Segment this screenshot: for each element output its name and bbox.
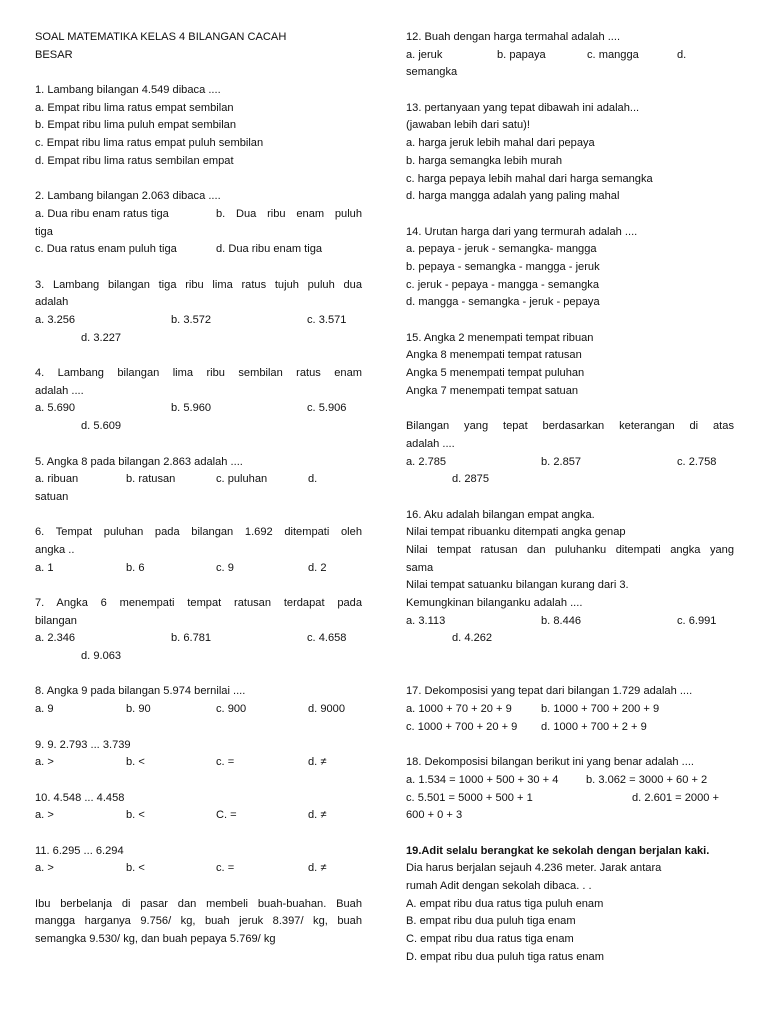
question-9: 9. 9. 2.793 ... 3.739 bbox=[35, 738, 131, 751]
q5-option-d-cont: satuan bbox=[35, 490, 69, 503]
q17-options-row-2 bbox=[406, 719, 734, 737]
question-3: 3. Lambang bilangan tiga ribu lima ratus tujuh puluh dua bbox=[35, 278, 362, 291]
q7-options-row bbox=[35, 630, 362, 648]
q13-option-a: a. harga jeruk lebih mahal dari pepaya bbox=[406, 137, 595, 150]
q14-option-b: b. pepaya - semangka - mangga - jeruk bbox=[406, 260, 600, 273]
question-11: 11. 6.295 ... 6.294 bbox=[35, 844, 124, 857]
q19-option-d: D. empat ribu dua puluh tiga ratus enam bbox=[406, 950, 604, 963]
q8-option-c: c. 900 bbox=[216, 703, 247, 716]
q8-option-b: b. 90 bbox=[126, 703, 151, 716]
q4-option-b: b. 5.960 bbox=[171, 402, 212, 415]
q6-option-c: c. 9 bbox=[216, 561, 234, 574]
q9-option-a: a. > bbox=[35, 756, 54, 769]
q6-option-d: d. 2 bbox=[308, 561, 327, 574]
question-15-line-6: adalah .... bbox=[406, 437, 455, 450]
worksheet-title: SOAL MATEMATIKA KELAS 4 BILANGAN CACAH bbox=[35, 31, 287, 43]
q7-option-a: a. 2.346 bbox=[35, 632, 76, 645]
story-paragraph-line-1: Ibu berbelanja di pasar dan membeli buah-buahan. Buah bbox=[35, 897, 362, 910]
q1-option-d: d. Empat ribu lima ratus sembilan empat bbox=[35, 154, 234, 167]
q11-option-c: c. = bbox=[216, 862, 235, 875]
q13-option-d: d. harga mangga adalah yang paling mahal bbox=[406, 190, 620, 203]
question-16-line-4: sama bbox=[406, 561, 434, 574]
question-15: 15. Angka 2 menempati tempat ribuan bbox=[406, 331, 594, 344]
question-18: 18. Dekomposisi bilangan berikut ini yang benar adalah .... bbox=[406, 756, 694, 769]
left-column bbox=[35, 29, 362, 949]
q4-options-row bbox=[35, 400, 362, 418]
question-19-line-3: rumah Adit dengan sekolah dibaca. . . bbox=[406, 880, 592, 892]
question-6-cont: angka .. bbox=[35, 543, 75, 556]
q3-option-c: c. 3.571 bbox=[307, 314, 347, 326]
question-15-line-4: Angka 7 menempati tempat satuan bbox=[406, 384, 579, 397]
q12-options-row bbox=[406, 47, 734, 65]
q8-option-a: a. 9 bbox=[35, 703, 54, 716]
q2-option-c: c. Dua ratus enam puluh tiga bbox=[35, 243, 177, 256]
question-7-cont: bilangan bbox=[35, 614, 77, 627]
q18-option-d-cont: 600 + 0 + 3 bbox=[406, 809, 463, 822]
question-12: 12. Buah dengan harga termahal adalah .... bbox=[406, 31, 621, 43]
q18-options-row-1 bbox=[406, 772, 734, 790]
q17-option-b: b. 1000 + 700 + 200 + 9 bbox=[541, 703, 660, 716]
q3-option-b: b. 3.572 bbox=[171, 314, 212, 326]
q9-option-b: b. < bbox=[126, 756, 145, 769]
q7-option-b: b. 6.781 bbox=[171, 632, 212, 645]
q5-option-a: a. ribuan bbox=[35, 473, 79, 486]
worksheet-title-cont: BESAR bbox=[35, 48, 73, 61]
q1-option-c: c. Empat ribu lima ratus empat puluh sembilan bbox=[35, 137, 264, 150]
q19-option-c: C. empat ribu dua ratus tiga enam bbox=[406, 933, 574, 946]
q12-option-d-cont: semangka bbox=[406, 66, 458, 79]
q17-option-d: d. 1000 + 700 + 2 + 9 bbox=[541, 720, 647, 733]
q16-options-row bbox=[406, 613, 734, 631]
q15-option-a: a. 2.785 bbox=[406, 455, 447, 468]
q10-option-a: a. > bbox=[35, 809, 54, 822]
q6-option-a: a. 1 bbox=[35, 561, 54, 574]
q11-option-a: a. > bbox=[35, 862, 54, 875]
q12-option-b: b. papaya bbox=[497, 48, 546, 61]
q8-options-row bbox=[35, 701, 362, 719]
q5-option-d: d. bbox=[308, 473, 318, 486]
q17-option-a: a. 1000 + 70 + 20 + 9 bbox=[406, 703, 512, 716]
question-19: 19.Adit selalu berangkat ke sekolah dengan berjalan kaki. bbox=[406, 844, 710, 857]
q10-options-row bbox=[35, 807, 362, 825]
question-19-line-2: Dia harus berjalan sejauh 4.236 meter. Jarak antara bbox=[406, 862, 662, 875]
q10-option-b: b. < bbox=[126, 809, 145, 822]
q16-option-b: b. 8.446 bbox=[541, 614, 582, 627]
question-8: 8. Angka 9 pada bilangan 5.974 bernilai .... bbox=[35, 685, 246, 698]
q12-option-a: a. jeruk bbox=[406, 48, 443, 61]
story-paragraph-line-2: mangga harganya 9.756/ kg, buah jeruk 8.397/ kg, buah bbox=[35, 915, 362, 928]
q2-option-d: d. Dua ribu enam tiga bbox=[216, 243, 323, 256]
question-15-line-2: Angka 8 menempati tempat ratusan bbox=[406, 349, 582, 362]
q18-option-c: c. 5.501 = 5000 + 500 + 1 bbox=[406, 791, 533, 804]
question-16-line-5: Nilai tempat satuanku bilangan kurang dari 3. bbox=[406, 579, 629, 592]
question-14: 14. Urutan harga dari yang termurah adalah .... bbox=[406, 225, 638, 238]
question-16-line-2: Nilai tempat ribuanku ditempati angka genap bbox=[406, 526, 626, 539]
q8-option-d: d. 9000 bbox=[308, 703, 346, 716]
q11-option-d: d. ≠ bbox=[308, 862, 327, 875]
q16-option-d: d. 4.262 bbox=[452, 632, 493, 645]
q1-option-b: b. Empat ribu lima puluh empat sembilan bbox=[35, 119, 237, 132]
q14-option-d: d. mangga - semangka - jeruk - pepaya bbox=[406, 296, 600, 309]
q1-option-a: a. Empat ribu lima ratus empat sembilan bbox=[35, 101, 234, 114]
question-10: 10. 4.548 ... 4.458 bbox=[35, 791, 125, 804]
right-column bbox=[406, 29, 734, 966]
q2-options-row-2 bbox=[35, 241, 362, 259]
q19-option-b: B. empat ribu dua puluh tiga enam bbox=[406, 915, 576, 928]
q4-option-a: a. 5.690 bbox=[35, 402, 76, 415]
q9-option-c: c. = bbox=[216, 756, 235, 769]
q7-option-d: d. 9.063 bbox=[81, 650, 122, 663]
q5-option-c: c. puluhan bbox=[216, 473, 268, 486]
question-15-line-5: Bilangan yang tepat berdasarkan keterangan di atas bbox=[406, 420, 734, 433]
question-1: 1. Lambang bilangan 4.549 dibaca .... bbox=[35, 84, 221, 97]
question-3-cont: adalah bbox=[35, 296, 69, 309]
q16-option-c: c. 6.991 bbox=[677, 614, 717, 627]
q5-options-row bbox=[35, 471, 362, 489]
q3-option-a: a. 3.256 bbox=[35, 314, 76, 326]
q13-option-c: c. harga pepaya lebih mahal dari harga semangka bbox=[406, 172, 653, 185]
q4-option-c: c. 5.906 bbox=[307, 402, 347, 415]
q10-option-d: d. ≠ bbox=[308, 809, 327, 822]
question-17: 17. Dekomposisi yang tepat dari bilangan 1.729 adalah .... bbox=[406, 685, 693, 698]
question-4-cont: adalah .... bbox=[35, 384, 84, 397]
q2-option-b-cont: tiga bbox=[35, 225, 53, 238]
q9-option-d: d. ≠ bbox=[308, 756, 327, 769]
q13-option-b: b. harga semangka lebih murah bbox=[406, 154, 563, 167]
q18-option-a: a. 1.534 = 1000 + 500 + 30 + 4 bbox=[406, 773, 559, 786]
question-16-line-6: Kemungkinan bilanganku adalah .... bbox=[406, 597, 583, 609]
q11-option-b: b. < bbox=[126, 862, 145, 875]
question-5: 5. Angka 8 pada bilangan 2.863 adalah .... bbox=[35, 455, 243, 468]
question-6: 6. Tempat puluhan pada bilangan 1.692 ditempati oleh bbox=[35, 526, 362, 539]
q12-option-d: d. bbox=[677, 48, 687, 61]
q18-options-row-2 bbox=[406, 790, 734, 808]
question-15-line-3: Angka 5 menempati tempat puluhan bbox=[406, 367, 585, 380]
q18-option-b: b. 3.062 = 3000 + 60 + 2 bbox=[586, 773, 708, 786]
q15-option-d: d. 2875 bbox=[452, 473, 490, 486]
q3-option-d: d. 3.227 bbox=[81, 331, 122, 344]
question-13: 13. pertanyaan yang tepat dibawah ini adalah... bbox=[406, 101, 640, 114]
question-16: 16. Aku adalah bilangan empat angka. bbox=[406, 508, 595, 521]
q9-options-row bbox=[35, 754, 362, 772]
q12-option-c: c. mangga bbox=[587, 48, 639, 61]
q17-options-row-1 bbox=[406, 701, 734, 719]
question-4: 4. Lambang bilangan lima ribu sembilan ratus enam bbox=[35, 367, 362, 380]
q3-options-row bbox=[35, 312, 362, 330]
q2-option-a: a. Dua ribu enam ratus tiga bbox=[35, 207, 169, 220]
q11-options-row bbox=[35, 860, 362, 878]
q18-option-d: d. 2.601 = 2000 + bbox=[632, 791, 719, 804]
q14-option-c: c. jeruk - pepaya - mangga - semangka bbox=[406, 278, 600, 291]
question-13-cont: (jawaban lebih dari satu)! bbox=[406, 119, 530, 132]
q15-option-b: b. 2.857 bbox=[541, 455, 582, 468]
q19-option-a: A. empat ribu dua ratus tiga puluh enam bbox=[406, 897, 604, 910]
q7-option-c: c. 4.658 bbox=[307, 632, 347, 645]
story-paragraph-line-3: semangka 9.530/ kg, dan buah pepaya 5.769/ kg bbox=[35, 933, 276, 946]
q16-option-a: a. 3.113 bbox=[406, 614, 446, 627]
q2-options-row-1 bbox=[35, 206, 362, 224]
q6-options-row bbox=[35, 560, 362, 578]
question-7: 7. Angka 6 menempati tempat ratusan terdapat pada bbox=[35, 597, 362, 609]
q6-option-b: b. 6 bbox=[126, 561, 145, 574]
q15-option-c: c. 2.758 bbox=[677, 455, 717, 468]
q15-options-row bbox=[406, 454, 734, 472]
q2-option-b: b. Dua ribu enam puluh bbox=[216, 207, 362, 220]
q10-option-c: C. = bbox=[216, 809, 237, 822]
question-16-line-3: Nilai tempat ratusan dan puluhanku ditempati angka yang bbox=[406, 543, 734, 556]
q14-option-a: a. pepaya - jeruk - semangka- mangga bbox=[406, 243, 597, 256]
q5-option-b: b. ratusan bbox=[126, 473, 176, 486]
q4-option-d: d. 5.609 bbox=[81, 420, 122, 433]
q17-option-c: c. 1000 + 700 + 20 + 9 bbox=[406, 720, 518, 733]
question-2: 2. Lambang bilangan 2.063 dibaca .... bbox=[35, 190, 221, 203]
